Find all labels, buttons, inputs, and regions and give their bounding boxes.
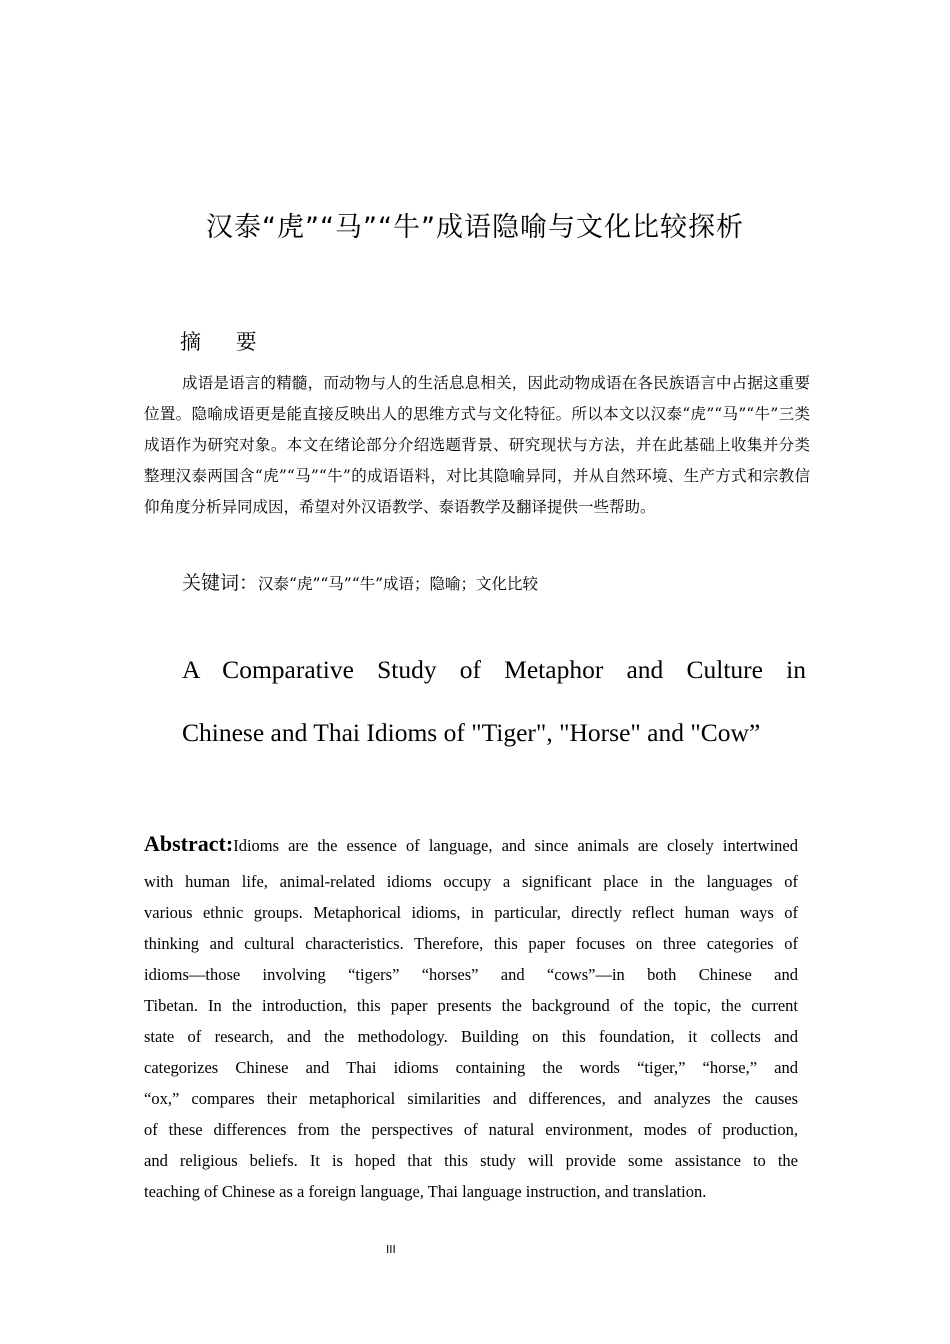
abstract-line-text: Idioms are the essence of language, and since animals are closely intertwined: [233, 836, 798, 855]
chinese-title: 汉泰“虎”“马”“牛”成语隐喻与文化比较探析: [206, 212, 744, 243]
abstract-line: of these differences from the perspectives of natural environment, modes of production,: [144, 1120, 798, 1139]
abstract-line: various ethnic groups. Metaphorical idioms, in particular, directly reflect human ways of: [144, 903, 798, 922]
abstract-line: “ox,” compares their metaphorical similarities and differences, and analyzes the causes: [144, 1089, 798, 1108]
chinese-abstract-heading: 摘 要: [180, 330, 271, 354]
chinese-abstract-body: 成语是语言的精髓，而动物与人的生活息息相关，因此动物成语在各民族语言中占据这重要位置。隐喻成语更是能直接反映出人的思维方式与文化特征。所以本文以汉泰“虎”“马”“牛”三类成语作为研究对象。本文在绪论部分介绍选题背景、研究现状与方法，并在此基础上收集并分类整理汉泰两国含“虎”“马”“牛”的成语语料，对比其隐喻异同，并从自然环境、生产方式和宗教信仰角度分析异同成因，希望对外汉语教学、泰语教学及翻译提供一些帮助。: [144, 374, 810, 516]
abstract-line: state of research, and the methodology. Building on this foundation, it collects and: [144, 1027, 798, 1046]
abstract-line: Tibetan. In the introduction, this paper presents the background of the topic, the current: [144, 996, 798, 1015]
abstract-line: idioms—those involving “tigers” “horses” and “cows”—in both Chinese and: [144, 965, 798, 984]
keywords-text: 汉泰“虎”“马”“牛”成语；隐喻；文化比较: [258, 575, 539, 593]
page-number: III: [386, 1243, 396, 1256]
abstract-line: with human life, animal-related idioms occupy a significant place in the languages of: [144, 872, 798, 891]
abstract-line: categorizes Chinese and Thai idioms containing the words “tiger,” “horse,” and: [144, 1058, 798, 1077]
abstract-line: thinking and cultural characteristics. Therefore, this paper focuses on three categories of: [144, 934, 798, 953]
english-abstract: [144, 822, 798, 1207]
abstract-line: teaching of Chinese as a foreign language, Thai language instruction, and translation.: [144, 1182, 707, 1201]
english-title-line-2: Chinese and Thai Idioms of "Tiger", "Horse" and "Cow”: [182, 718, 761, 747]
abstract-line: and religious beliefs. It is hoped that this study will provide some assistance to the: [144, 1151, 798, 1170]
keywords-label: 关键词：: [182, 572, 259, 594]
abstract-line: [144, 822, 798, 866]
chinese-keywords: [182, 568, 538, 595]
english-title-line-1: A Comparative Study of Metaphor and Culture in: [182, 655, 806, 684]
english-title: [144, 638, 806, 764]
abstract-label: Abstract:: [144, 831, 234, 856]
